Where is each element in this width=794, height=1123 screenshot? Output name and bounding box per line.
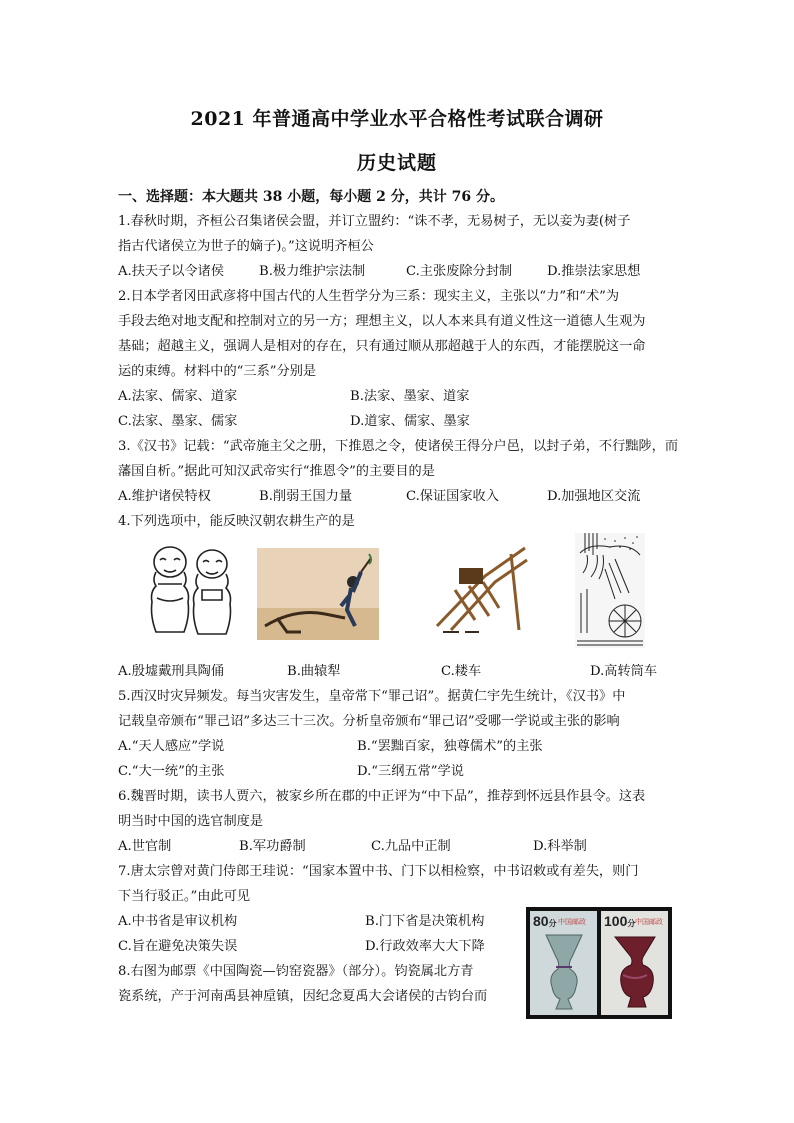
- q1-stem-line2: 指古代诸侯立为世子的嫡子)。”这说明齐桓公: [118, 239, 374, 254]
- q3-stem-line1: 3.《汉书》记载：“武帝施主父之册，下推恩之令，使诸侯王得分户邑，以封子弟，不行黜陟，而: [118, 439, 679, 454]
- q6-stem-line2: 明当时中国的选官制度是: [118, 814, 264, 829]
- q4-option-d: D.高转筒车: [590, 664, 658, 679]
- exam-subtitle: 历史试题: [356, 152, 437, 174]
- q8-stem-line1: 8.右图为邮票《中国陶瓷—钧窑瓷器》（部分）。钧瓷属北方青: [118, 964, 474, 979]
- q4-option-a: A.殷墟戴刑具陶俑: [118, 664, 225, 679]
- q1-stem-line1: 1.春秋时期，齐桓公召集诸侯会盟，并订立盟约：“诛不孝，无易树子，无以妾为妻(树子: [118, 214, 631, 229]
- stamp-80-value: 80: [533, 913, 549, 929]
- q4-option-b: B.曲辕犁: [287, 664, 341, 679]
- stamp-100-country: 中国邮政: [635, 919, 663, 926]
- q7-stem-line2: 下当行驳正。”由此可见: [118, 889, 251, 904]
- section-heading: 一、选择题：本大题共 38 小题，每小题 2 分，共计 76 分。: [118, 189, 504, 205]
- stamp-80-country: 中国邮政: [558, 919, 586, 926]
- exam-title: 2021 年普通高中学业水平合格性考试联合调研: [190, 108, 604, 130]
- curved-plough-image: [257, 548, 379, 640]
- q3-option-d: D.加强地区交流: [547, 489, 641, 504]
- q2-option-d: D.道家、儒家、墨家: [350, 414, 470, 429]
- q6-option-b: B.军功爵制: [239, 839, 306, 854]
- q7-option-a: A.中书省是审议机构: [118, 914, 238, 929]
- q5-option-c: C.“大一统”的主张: [118, 764, 225, 779]
- q2-stem-line2: 手段去绝对地支配和控制对立的另一方；理想主义，以人本来具有道义性这一道德人生观为: [118, 314, 646, 329]
- q8-stem-line2: 瓷系统，产于河南禹县神垕镇，因纪念夏禹大会诸侯的古钧台而: [118, 989, 488, 1004]
- q5-option-d: D.“三纲五常”学说: [357, 764, 464, 779]
- figurines-image: [140, 540, 240, 645]
- q1-option-d: D.推崇法家思想: [547, 264, 641, 279]
- q2-option-a: A.法家、儒家、道家: [118, 389, 238, 404]
- stamp-80-unit: 分: [548, 919, 557, 928]
- q5-option-a: A.“天人感应”学说: [118, 739, 225, 754]
- q6-stem-line1: 6.魏晋时期，读书人贾六，被家乡所在郡的中正评为“中下品”，推荐到怀远县作县令。这表: [118, 789, 646, 804]
- red-vase-icon: [611, 935, 659, 1009]
- q2-stem-line3: 基础；超越主义，强调人是相对的存在，只有通过顺从那超越于人的东西，才能摆脱这一命: [118, 339, 646, 354]
- celadon-vase-icon: [542, 933, 586, 1011]
- q3-option-a: A.维护诸侯特权: [118, 489, 211, 504]
- q7-stem-line1: 7.唐太宗曾对黄门侍郎王珪说：“国家本置中书、门下以相检察，中书诏敕或有差失，则门: [118, 864, 639, 879]
- q7-option-b: B.门下省是决策机构: [365, 914, 485, 929]
- q6-option-d: D.科举制: [533, 839, 587, 854]
- q7-option-c: C.旨在避免决策失误: [118, 939, 238, 954]
- q4-stem-line1: 4.下列选项中，能反映汉朝农耕生产的是: [118, 514, 355, 529]
- q3-option-b: B.削弱王国力量: [259, 489, 353, 504]
- q5-stem-line1: 5.西汉时灾异频发。每当灾害发生，皇帝常下“罪己诏”。据黄仁宇先生统计，《汉书》中: [118, 689, 626, 704]
- stamps-image: [526, 907, 672, 1019]
- q1-option-a: A.扶天子以令诸侯: [118, 264, 225, 279]
- q7-option-d: D.行政效率大大下降: [365, 939, 485, 954]
- stamp-80: [530, 911, 597, 1015]
- q3-stem-line2: 藩国自析。”据此可知汉武帝实行“推恩令”的主要目的是: [118, 464, 435, 479]
- q3-option-c: C.保证国家收入: [406, 489, 499, 504]
- seed-drill-image: [425, 540, 533, 640]
- q5-stem-line2: 记载皇帝颁布“罪己诏”多达三十三次。分析皇帝颁布“罪己诏”受哪一学说或主张的影响: [118, 714, 620, 729]
- q1-option-c: C.主张废除分封制: [406, 264, 513, 279]
- q1-option-b: B.极力维护宗法制: [259, 264, 366, 279]
- q6-option-c: C.九品中正制: [371, 839, 451, 854]
- q2-stem-line4: 运的束缚。材料中的“三系”分别是: [118, 364, 317, 379]
- stamp-100-value: 100: [604, 913, 628, 929]
- q4-option-c: C.耧车: [441, 664, 482, 679]
- q2-stem-line1: 2.日本学者冈田武彦将中国古代的人生哲学分为三系：现实主义，主张以“力”和“术”为: [118, 289, 620, 304]
- q6-option-a: A.世官制: [118, 839, 172, 854]
- q5-option-b: B.“罢黜百家，独尊儒术”的主张: [357, 739, 543, 754]
- q2-option-c: C.法家、墨家、儒家: [118, 414, 238, 429]
- stamp-100: [601, 911, 668, 1015]
- q2-option-b: B.法家、墨家、道家: [350, 389, 470, 404]
- water-wheel-image: [575, 533, 645, 648]
- stamp-100-unit: 分: [627, 919, 636, 928]
